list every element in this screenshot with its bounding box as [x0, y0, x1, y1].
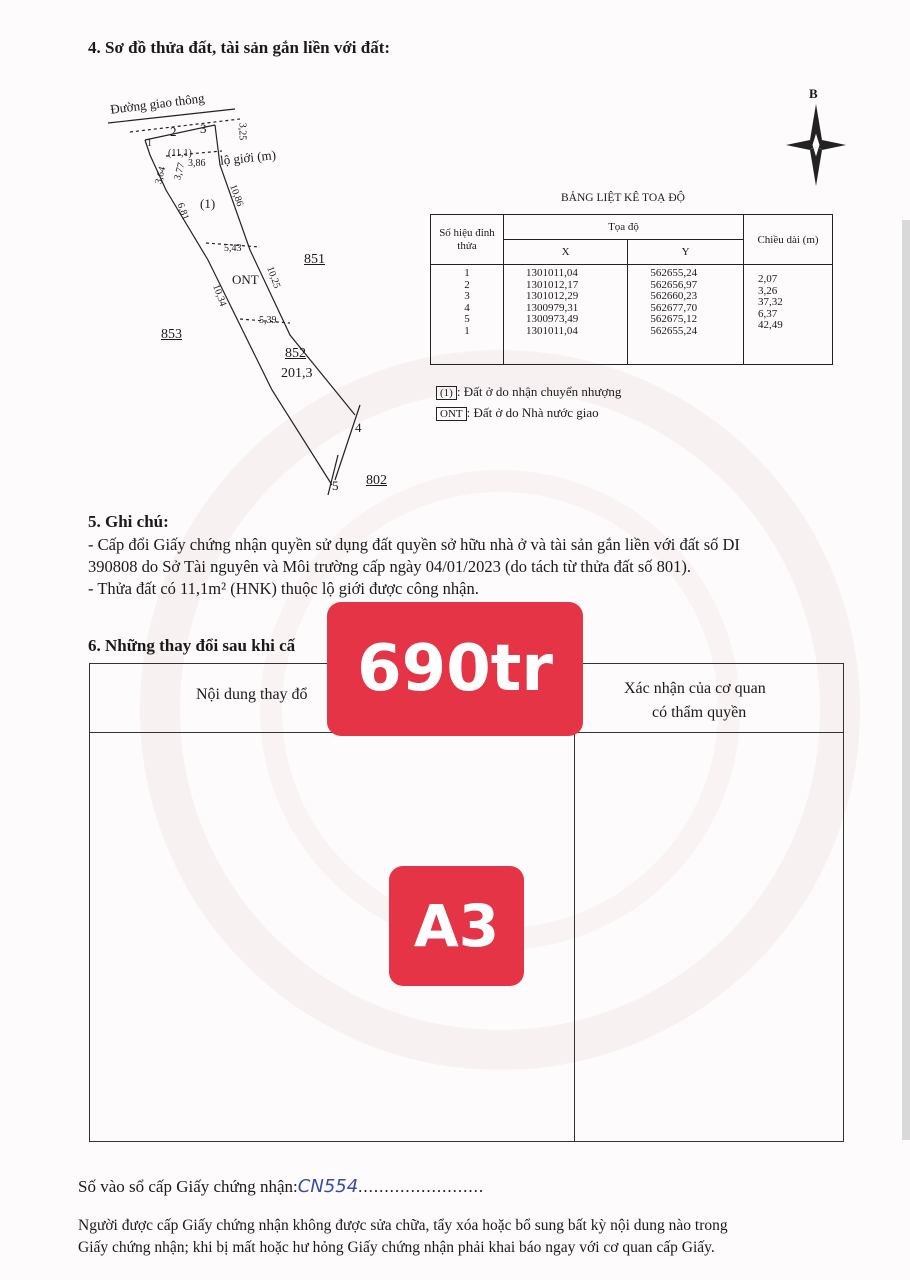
parcel-852: 852: [285, 346, 306, 361]
table-cell: 1300979,31: [526, 301, 579, 314]
dim-10-25: 10,25: [264, 265, 283, 290]
dim-10-86: 10,86: [227, 183, 246, 208]
legend-row-2: [436, 405, 599, 421]
table-cell: 1: [464, 324, 470, 337]
setback-label: lộ giới (m): [219, 147, 277, 168]
section6-title: 6. Những thay đổi sau khi cấ: [88, 636, 296, 655]
dim-10-34: 10,34: [210, 283, 229, 308]
table-cell: 562675,12: [650, 313, 698, 325]
registry-row: [78, 1176, 484, 1197]
table-cell: 562677,70: [650, 301, 698, 314]
parcel-code-1: (1): [200, 196, 216, 211]
vertex-4-label: 4: [355, 420, 362, 435]
table-cell: 562655,24: [650, 267, 698, 279]
vertex-5-label: 5: [332, 478, 339, 493]
changes-header-confirm-1: Xác nhận của cơ quan: [624, 680, 766, 697]
table-cell: 1301011,04: [526, 324, 578, 337]
registry-number: CN554: [297, 1176, 359, 1197]
table-cell: 42,49: [758, 319, 783, 331]
registry-dots: ........................: [358, 1177, 485, 1196]
dim-6-81: 6,81: [174, 201, 191, 222]
coord-points-col: [431, 265, 504, 365]
coord-header-point: Số hiệu đỉnh thửa: [431, 215, 504, 265]
legend-text-2: : Đất ở do Nhà nước giao: [466, 405, 599, 420]
section4-title: 4. Sơ đồ thửa đất, tài sản gắn liền với đất:: [88, 38, 391, 57]
table-cell: 37,32: [758, 296, 783, 308]
table-cell: 562656,97: [650, 278, 698, 291]
vertex-1-label: 1: [147, 138, 152, 149]
coord-table: [430, 214, 833, 365]
parcel-851: 851: [304, 252, 325, 267]
changes-header-content: Nội dung thay đổ: [196, 686, 308, 703]
table-cell: 1301011,04: [526, 267, 578, 279]
footer-note-1: Người được cấp Giấy chứng nhận không được sửa chữa, tẩy xóa hoặc bổ sung bất kỳ nội dung nào trong: [78, 1217, 728, 1234]
table-cell: 1: [464, 267, 470, 279]
table-cell: 1301012,29: [526, 290, 579, 302]
coord-length-col: [744, 265, 833, 365]
dim-3-64: 3,64: [153, 165, 169, 186]
changes-header-confirm-2: có thẩm quyền: [652, 704, 747, 721]
registry-label: Số vào sổ cấp Giấy chứng nhận:: [78, 1177, 298, 1196]
dim-3-77: 3,77: [172, 161, 188, 182]
coord-x-col: [504, 265, 628, 365]
parcel-small-area: (11,1): [168, 148, 192, 159]
footer-note-2: Giấy chứng nhận; khi bị mất hoặc hư hỏng Giấy chứng nhận phải khai báo ngay với cơ quan cấp Giấy.: [78, 1239, 715, 1256]
dim-3-25: 3,25: [236, 122, 248, 141]
table-cell: 1300973,49: [526, 313, 579, 325]
table-cell: 2,07: [758, 273, 778, 285]
legend-code-2: ONT: [436, 407, 467, 421]
compass-rose-icon: [786, 104, 846, 186]
coord-header-y: Y: [628, 240, 744, 265]
table-cell: 562655,24: [650, 324, 698, 337]
coord-header-length: Chiều dài (m): [744, 215, 833, 265]
parcel-853: 853: [161, 327, 182, 342]
parcel-802: 802: [366, 473, 387, 488]
note-line-2: 390808 do Sở Tài nguyên và Môi trường cấp ngày 04/01/2023 (do tách từ thửa đất số 801).: [88, 557, 692, 576]
legend-code-1: (1): [436, 386, 457, 400]
section5-title: 5. Ghi chú:: [88, 512, 169, 531]
coord-y-col: [628, 265, 744, 365]
price-badge: 690tr: [327, 602, 583, 736]
table-cell: 2: [464, 278, 470, 291]
parcel-code-ont: ONT: [232, 272, 259, 287]
code-badge: A3: [389, 866, 524, 986]
coord-table-title: BẢNG LIỆT KÊ TOẠ ĐỘ: [561, 192, 685, 204]
legend-text-1: : Đất ở do nhận chuyển nhượng: [456, 384, 622, 399]
table-cell: 3,26: [758, 284, 778, 297]
legend-row-1: [436, 384, 621, 400]
dim-3-86: 3,86: [188, 158, 206, 169]
note-line-3: - Thửa đất có 11,1m² (HNK) thuộc lộ giới được công nhận.: [88, 579, 479, 598]
page-edge-shadow: [902, 220, 910, 1140]
table-cell: 5: [464, 313, 470, 325]
note-line-1: - Cấp đổi Giấy chứng nhận quyền sử dụng đất quyền sở hữu nhà ở và tài sản gắn liền với đất số DI: [88, 535, 740, 554]
dim-5-39: 5,39: [259, 315, 277, 326]
vertex-3-label: 3: [200, 121, 207, 136]
table-cell: 4: [464, 301, 470, 314]
table-divider: [574, 664, 575, 1141]
dim-5-43: 5,43: [224, 243, 242, 254]
parcel-852-area: 201,3: [281, 366, 313, 381]
table-cell: 6,37: [758, 307, 778, 320]
vertex-2-label: 2: [170, 124, 177, 139]
table-cell: 562660,23: [650, 290, 698, 302]
table-cell: 1301012,17: [526, 278, 579, 291]
coord-header-x: X: [504, 240, 628, 265]
road-label: Đường giao thông: [109, 90, 206, 117]
table-cell: 3: [464, 290, 470, 302]
compass-north-label: B: [809, 86, 818, 101]
coord-header-coord: Tọa độ: [504, 215, 744, 240]
